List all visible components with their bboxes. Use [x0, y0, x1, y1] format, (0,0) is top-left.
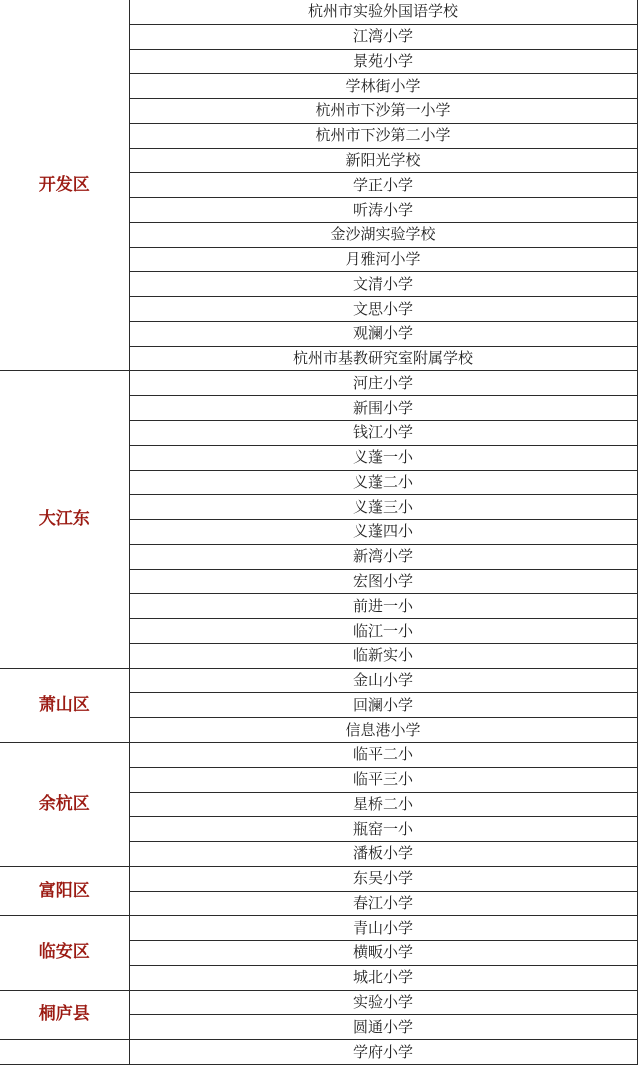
- school-cell: 前进一小: [129, 594, 637, 619]
- table-row: [0, 0, 637, 24]
- school-cell: 瓶窑一小: [129, 817, 637, 842]
- school-cell: 义蓬四小: [129, 520, 637, 545]
- school-cell: 学府小学: [129, 1040, 637, 1065]
- table-row: [0, 990, 637, 1015]
- district-cell: 大江东: [0, 371, 129, 668]
- school-cell: 义蓬一小: [129, 445, 637, 470]
- school-cell: 春江小学: [129, 891, 637, 916]
- district-cell: 临安区: [0, 916, 129, 990]
- school-cell: 河庄小学: [129, 371, 637, 396]
- school-cell: 回澜小学: [129, 693, 637, 718]
- school-cell: 青山小学: [129, 916, 637, 941]
- school-cell: 学林街小学: [129, 74, 637, 99]
- school-cell: 杭州市实验外国语学校: [129, 0, 637, 24]
- school-cell: 临新实小: [129, 643, 637, 668]
- school-cell: 新阳光学校: [129, 148, 637, 173]
- table-row: [0, 742, 637, 767]
- district-cell: 萧山区: [0, 668, 129, 742]
- district-cell: [0, 1040, 129, 1065]
- school-cell: 听涛小学: [129, 198, 637, 223]
- district-cell: 余杭区: [0, 742, 129, 866]
- district-cell: 富阳区: [0, 866, 129, 916]
- school-cell: 东吴小学: [129, 866, 637, 891]
- school-cell: 金山小学: [129, 668, 637, 693]
- school-cell: 信息港小学: [129, 718, 637, 743]
- school-cell: 杭州市下沙第二小学: [129, 123, 637, 148]
- school-cell: 潘板小学: [129, 842, 637, 867]
- school-cell: 圆通小学: [129, 1015, 637, 1040]
- school-cell: 临平三小: [129, 767, 637, 792]
- school-cell: 观澜小学: [129, 321, 637, 346]
- school-cell: 城北小学: [129, 965, 637, 990]
- school-cell: 宏图小学: [129, 569, 637, 594]
- school-cell: 月雅河小学: [129, 247, 637, 272]
- school-cell: 星桥二小: [129, 792, 637, 817]
- table-row: [0, 916, 637, 941]
- school-cell: 杭州市基教研究室附属学校: [129, 346, 637, 371]
- school-cell: 义蓬三小: [129, 495, 637, 520]
- district-cell: 桐庐县: [0, 990, 129, 1040]
- school-cell: 景苑小学: [129, 49, 637, 74]
- school-cell: 钱江小学: [129, 421, 637, 446]
- school-cell: 横畈小学: [129, 941, 637, 966]
- school-cell: 实验小学: [129, 990, 637, 1015]
- school-cell: 新湾小学: [129, 544, 637, 569]
- school-cell: 金沙湖实验学校: [129, 222, 637, 247]
- school-cell: 新围小学: [129, 396, 637, 421]
- school-cell: 学正小学: [129, 173, 637, 198]
- school-cell: 临平二小: [129, 742, 637, 767]
- school-cell: 江湾小学: [129, 24, 637, 49]
- district-cell: 开发区: [0, 0, 129, 371]
- table-row: [0, 866, 637, 891]
- school-cell: 文思小学: [129, 297, 637, 322]
- school-cell: 临江一小: [129, 619, 637, 644]
- school-cell: 义蓬二小: [129, 470, 637, 495]
- table-row: [0, 668, 637, 693]
- school-cell: 文清小学: [129, 272, 637, 297]
- table-row: [0, 371, 637, 396]
- table-row: [0, 1040, 637, 1065]
- school-cell: 杭州市下沙第一小学: [129, 99, 637, 124]
